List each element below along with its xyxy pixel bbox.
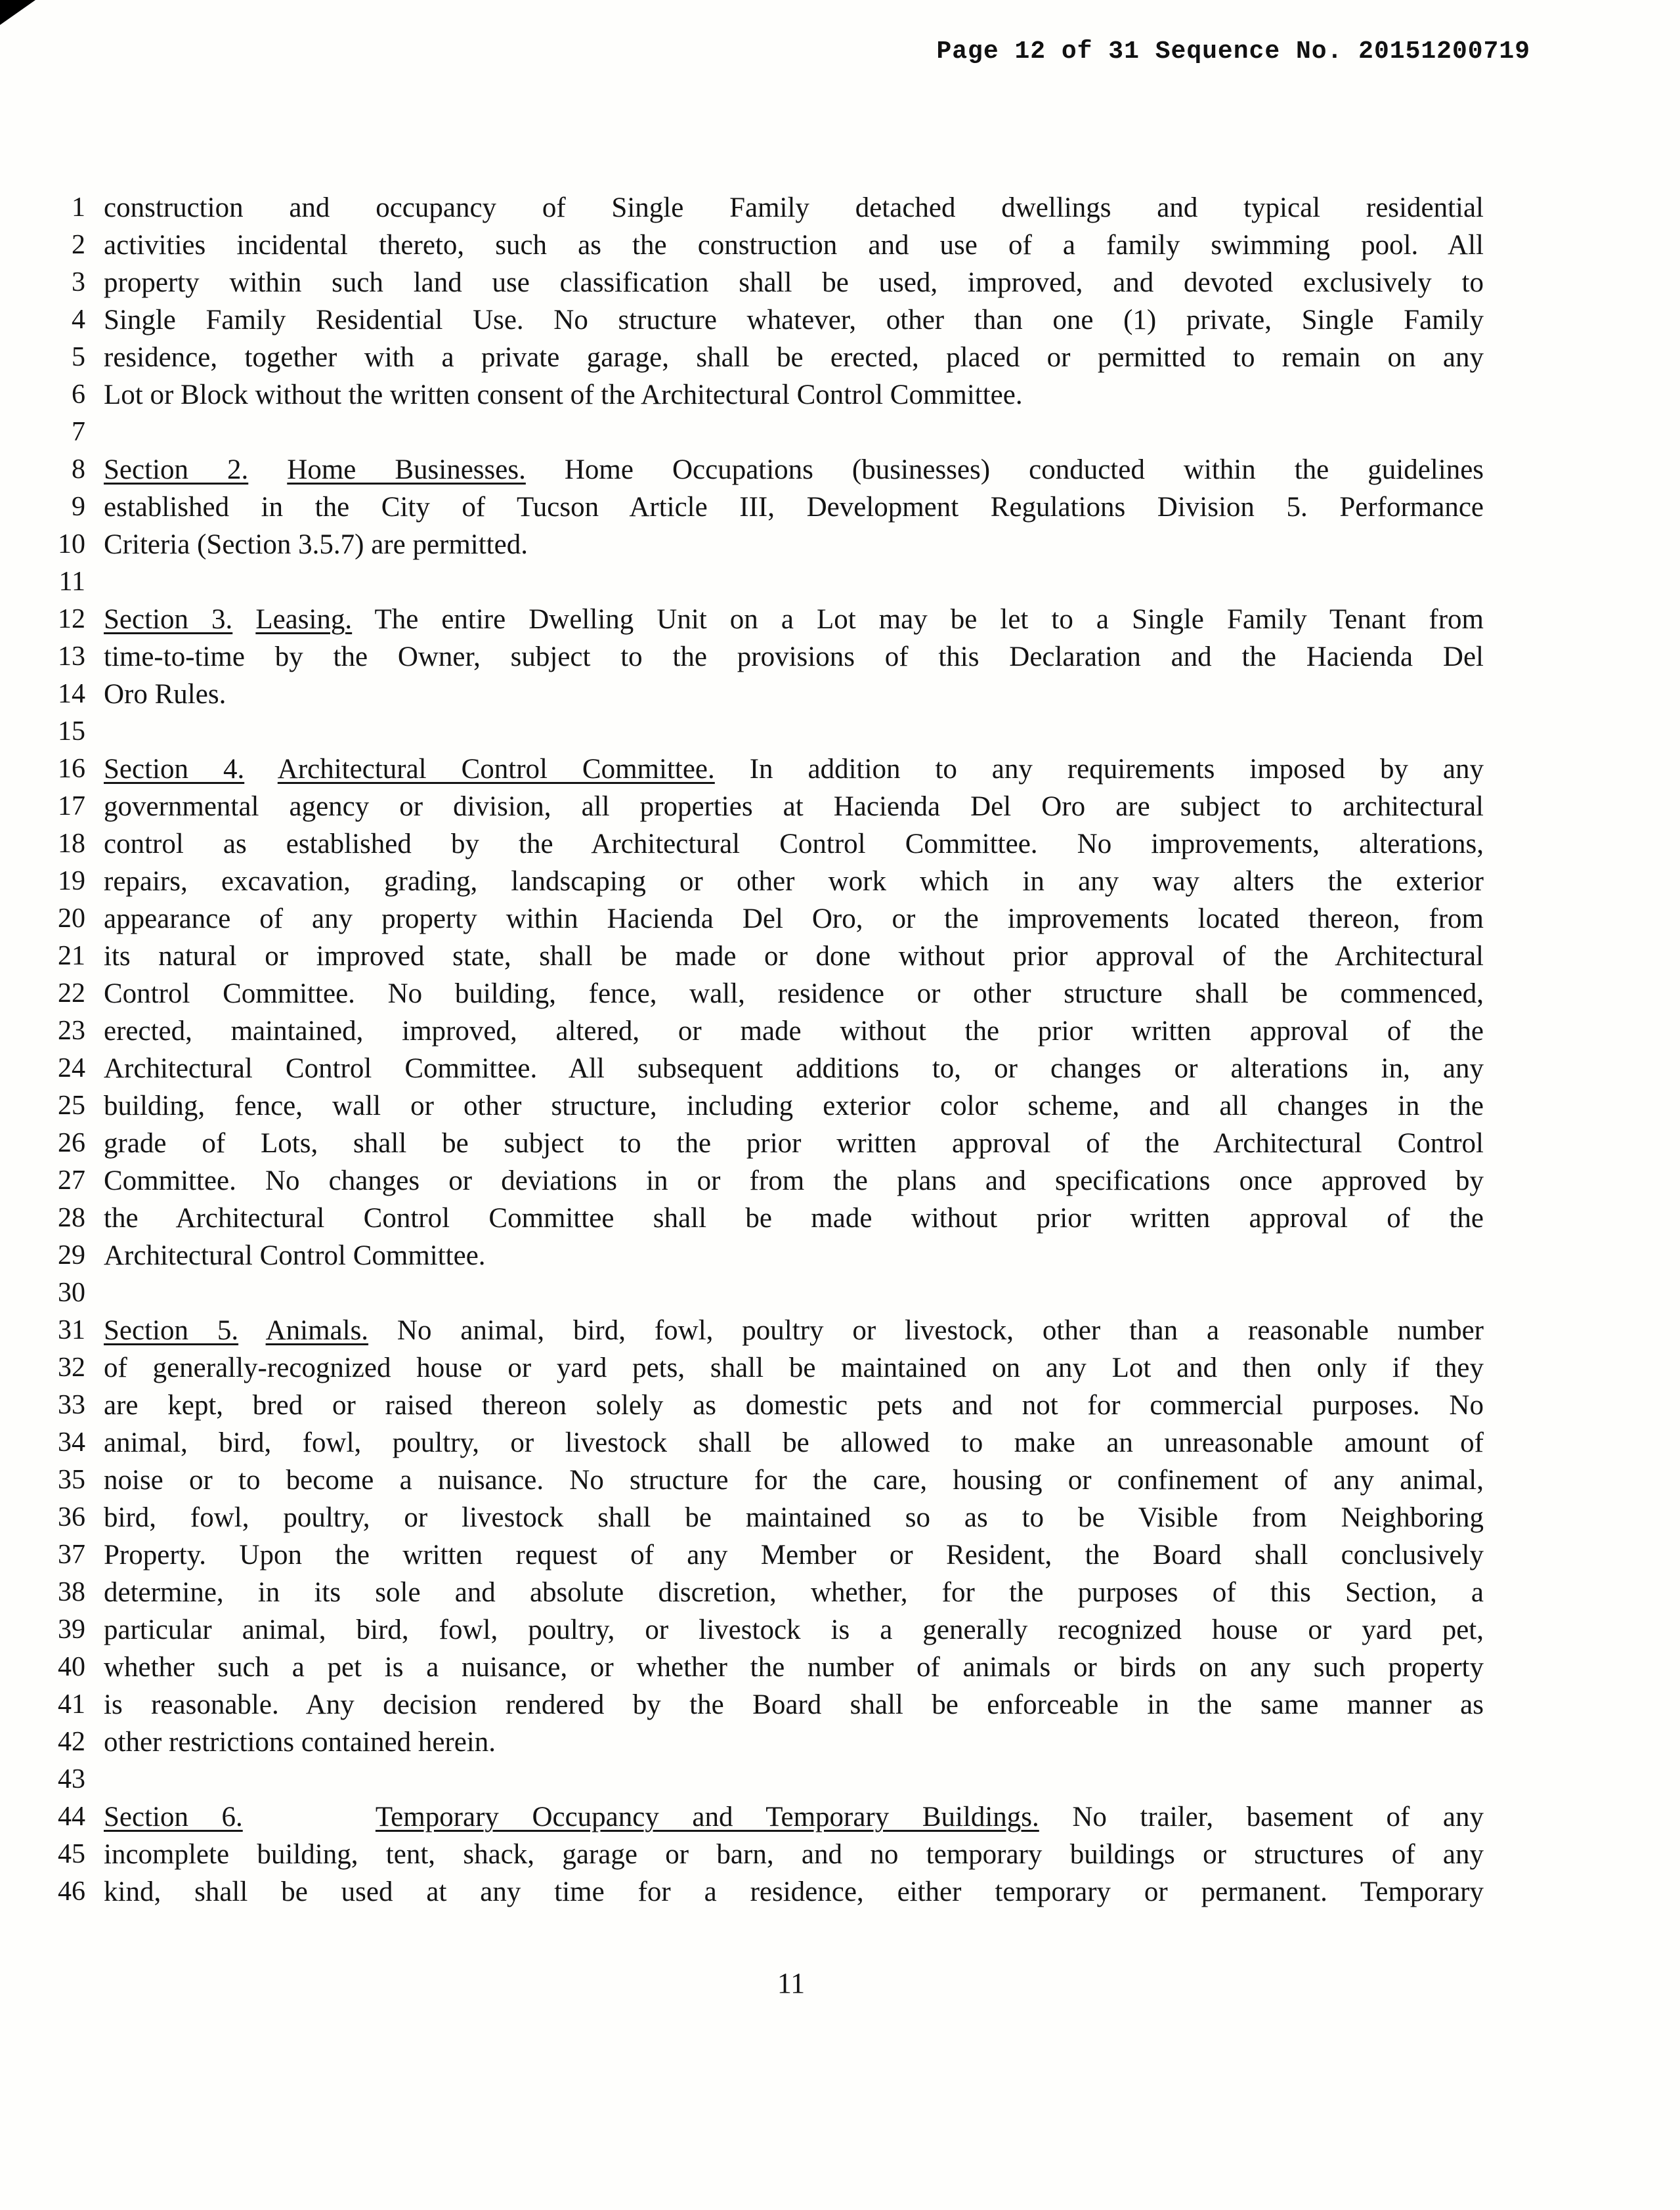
line-text xyxy=(104,1499,1484,1536)
document-line xyxy=(0,676,1680,713)
line-number: 25 xyxy=(58,1091,85,1121)
line-text xyxy=(104,676,1484,713)
line-number: 13 xyxy=(58,641,85,672)
text-segment: construction and occupancy of Single Family detached dwellings and typical residential xyxy=(104,192,1484,223)
text-segment: repairs, excavation, grading, landscaping or other work which in any way alters the exterior xyxy=(104,866,1484,897)
line-text xyxy=(104,189,1484,227)
line-number: 32 xyxy=(58,1353,85,1383)
line-text xyxy=(104,1312,1484,1349)
line-number: 28 xyxy=(58,1203,85,1233)
document-line xyxy=(0,1162,1680,1200)
line-number: 35 xyxy=(58,1465,85,1495)
line-text xyxy=(104,1012,1484,1050)
underlined-heading: Section 4. xyxy=(104,754,245,785)
text-segment: determine, in its sole and absolute discretion, whether, for the purposes of this Section, a xyxy=(104,1577,1484,1608)
text-segment xyxy=(248,454,287,485)
text-segment: No animal, bird, fowl, poultry or livestock, other than a reasonable number xyxy=(368,1315,1484,1346)
text-segment: are kept, bred or raised thereon solely as domestic pets and not for commercial purposes. No xyxy=(104,1390,1484,1421)
header-text: Page 12 of 31 Sequence No. 20151200719 xyxy=(936,37,1530,66)
line-text xyxy=(104,1125,1484,1162)
text-segment: governmental agency or division, all properties at Hacienda Del Oro are subject to architectural xyxy=(104,791,1484,822)
text-segment: Control Committee. No building, fence, wall, residence or other structure shall be commenced, xyxy=(104,978,1484,1009)
line-text xyxy=(104,713,1484,750)
line-text xyxy=(104,1349,1484,1387)
document-line xyxy=(0,1723,1680,1761)
underlined-heading: Temporary Occupancy and Temporary Buildings. xyxy=(375,1802,1039,1832)
line-number: 16 xyxy=(58,754,85,784)
line-number: 15 xyxy=(58,716,85,747)
line-text xyxy=(104,339,1484,376)
line-text xyxy=(104,938,1484,975)
text-segment: In addition to any requirements imposed by any xyxy=(714,754,1484,785)
line-number: 26 xyxy=(58,1128,85,1158)
line-text xyxy=(104,526,1484,563)
document-line xyxy=(0,1050,1680,1087)
line-text xyxy=(104,1462,1484,1499)
text-segment: is reasonable. Any decision rendered by the Board shall be enforceable in the same manner as xyxy=(104,1689,1484,1720)
line-number: 24 xyxy=(58,1053,85,1083)
line-number: 20 xyxy=(58,903,85,934)
text-segment: Committee. No changes or deviations in or from the plans and specifications once approved by xyxy=(104,1165,1484,1196)
document-lines xyxy=(0,189,1680,1911)
document-line xyxy=(0,526,1680,563)
line-number: 45 xyxy=(58,1839,85,1869)
text-segment: building, fence, wall or other structure, including exterior color scheme, and all changes in the xyxy=(104,1091,1484,1121)
line-number: 4 xyxy=(72,305,85,335)
document-line xyxy=(0,713,1680,750)
text-segment: property within such land use classification shall be used, improved, and devoted exclusively to xyxy=(104,267,1484,298)
document-line xyxy=(0,1200,1680,1237)
document-line xyxy=(0,1237,1680,1274)
underlined-heading: Home Businesses. xyxy=(287,454,526,485)
document-line xyxy=(0,863,1680,900)
line-number: 7 xyxy=(72,417,85,447)
document-line xyxy=(0,301,1680,339)
line-number: 17 xyxy=(58,791,85,821)
line-number: 19 xyxy=(58,866,85,896)
line-number: 41 xyxy=(58,1689,85,1720)
line-number: 33 xyxy=(58,1390,85,1420)
text-segment: its natural or improved state, shall be made or done without prior approval of the Architectural xyxy=(104,941,1484,972)
line-number: 8 xyxy=(72,454,85,485)
line-number: 39 xyxy=(58,1614,85,1645)
text-segment: Architectural Control Committee. All subsequent additions to, or changes or alterations in, any xyxy=(104,1053,1484,1084)
text-segment: grade of Lots, shall be subject to the prior written approval of the Architectural Control xyxy=(104,1128,1484,1159)
document-line xyxy=(0,1649,1680,1686)
line-text xyxy=(104,1836,1484,1873)
line-text xyxy=(104,1274,1484,1312)
line-number: 2 xyxy=(72,230,85,260)
document-line xyxy=(0,264,1680,301)
line-number: 21 xyxy=(58,941,85,971)
line-text xyxy=(104,1649,1484,1686)
document-line xyxy=(0,825,1680,863)
line-text xyxy=(104,1536,1484,1574)
document-line xyxy=(0,227,1680,264)
line-text xyxy=(104,563,1484,601)
document-line xyxy=(0,339,1680,376)
text-segment: time-to-time by the Owner, subject to the provisions of this Declaration and the Hacienda Del xyxy=(104,641,1484,672)
document-line xyxy=(0,451,1680,488)
page-header xyxy=(874,9,1530,94)
line-number: 27 xyxy=(58,1165,85,1196)
line-text xyxy=(104,788,1484,825)
line-text xyxy=(104,1723,1484,1761)
line-text xyxy=(104,451,1484,488)
line-number: 5 xyxy=(72,342,85,372)
line-text xyxy=(104,1873,1484,1911)
document-line xyxy=(0,488,1680,526)
text-segment: Criteria (Section 3.5.7) are permitted. xyxy=(104,529,528,560)
line-text xyxy=(104,376,1484,414)
line-number: 10 xyxy=(58,529,85,559)
document-line xyxy=(0,189,1680,227)
line-text xyxy=(104,900,1484,938)
line-text xyxy=(104,1237,1484,1274)
line-number: 38 xyxy=(58,1577,85,1607)
underlined-heading: Section 6. xyxy=(104,1802,243,1832)
line-text xyxy=(104,264,1484,301)
text-segment: other restrictions contained herein. xyxy=(104,1727,496,1758)
line-text xyxy=(104,414,1484,451)
line-number: 42 xyxy=(58,1727,85,1757)
line-number: 44 xyxy=(58,1802,85,1832)
line-number: 3 xyxy=(72,267,85,297)
text-segment xyxy=(238,1315,266,1346)
line-number: 31 xyxy=(58,1315,85,1345)
line-number: 23 xyxy=(58,1016,85,1046)
line-number: 1 xyxy=(72,192,85,223)
line-number: 9 xyxy=(72,492,85,522)
text-segment: The entire Dwelling Unit on a Lot may be let to a Single Family Tenant from xyxy=(352,604,1484,635)
line-number: 12 xyxy=(58,604,85,634)
text-segment xyxy=(243,1802,376,1832)
line-text xyxy=(104,488,1484,526)
text-segment: No trailer, basement of any xyxy=(1039,1802,1484,1832)
text-segment: particular animal, bird, fowl, poultry, or livestock is a generally recognized house or yard pet, xyxy=(104,1614,1484,1645)
document-line xyxy=(0,1499,1680,1536)
document-line xyxy=(0,900,1680,938)
text-segment: control as established by the Architectural Control Committee. No improvements, alterations, xyxy=(104,829,1484,859)
document-line xyxy=(0,1798,1680,1836)
line-number: 40 xyxy=(58,1652,85,1682)
document-line xyxy=(0,1686,1680,1723)
page-number: 11 xyxy=(777,1967,806,1999)
underlined-heading: Architectural Control Committee. xyxy=(277,754,715,785)
underlined-heading: Section 2. xyxy=(104,454,249,485)
document-line xyxy=(0,1387,1680,1424)
document-line xyxy=(0,1462,1680,1499)
document-line xyxy=(0,1873,1680,1911)
text-segment: Property. Upon the written request of any Member or Resident, the Board shall conclusively xyxy=(104,1540,1484,1571)
document-line xyxy=(0,1274,1680,1312)
line-text xyxy=(104,863,1484,900)
underlined-heading: Section 3. xyxy=(104,604,233,635)
document-line xyxy=(0,750,1680,788)
scan-corner-artifact xyxy=(0,0,35,25)
page-footer xyxy=(0,1966,1582,2000)
text-segment: the Architectural Control Committee shall be made without prior written approval of the xyxy=(104,1203,1484,1234)
document-line xyxy=(0,1012,1680,1050)
line-number: 37 xyxy=(58,1540,85,1570)
line-number: 30 xyxy=(58,1278,85,1308)
document-line xyxy=(0,975,1680,1012)
document-line xyxy=(0,1125,1680,1162)
line-text xyxy=(104,1050,1484,1087)
text-segment: noise or to become a nuisance. No structure for the care, housing or confinement of any animal, xyxy=(104,1465,1484,1496)
text-segment: appearance of any property within Hacienda Del Oro, or the improvements located thereon, from xyxy=(104,903,1484,934)
line-text xyxy=(104,1087,1484,1125)
text-segment: residence, together with a private garage, shall be erected, placed or permitted to remain on any xyxy=(104,342,1484,373)
line-text xyxy=(104,1798,1484,1836)
text-segment: Oro Rules. xyxy=(104,679,226,710)
line-number: 29 xyxy=(58,1240,85,1270)
document-line xyxy=(0,563,1680,601)
line-number: 46 xyxy=(58,1876,85,1907)
line-text xyxy=(104,1162,1484,1200)
text-segment: kind, shall be used at any time for a residence, either temporary or permanent. Temporary xyxy=(104,1876,1484,1907)
document-line xyxy=(0,1536,1680,1574)
line-text xyxy=(104,1611,1484,1649)
line-text xyxy=(104,1424,1484,1462)
line-text xyxy=(104,301,1484,339)
line-text xyxy=(104,1574,1484,1611)
text-segment: bird, fowl, poultry, or livestock shall be maintained so as to be Visible from Neighboring xyxy=(104,1502,1484,1533)
line-text xyxy=(104,825,1484,863)
line-text xyxy=(104,1200,1484,1237)
text-segment xyxy=(232,604,255,635)
text-segment: Architectural Control Committee. xyxy=(104,1240,486,1271)
document-line xyxy=(0,1349,1680,1387)
line-number: 34 xyxy=(58,1427,85,1458)
text-segment: incomplete building, tent, shack, garage or barn, and no temporary buildings or structures of any xyxy=(104,1839,1484,1870)
document-line xyxy=(0,1836,1680,1873)
line-text xyxy=(104,1686,1484,1723)
document-line xyxy=(0,638,1680,676)
document-line xyxy=(0,1574,1680,1611)
document-line xyxy=(0,788,1680,825)
line-text xyxy=(104,1387,1484,1424)
line-text xyxy=(104,638,1484,676)
text-segment: Home Occupations (businesses) conducted within the guidelines xyxy=(525,454,1484,485)
document-line xyxy=(0,938,1680,975)
document-line xyxy=(0,376,1680,414)
line-number: 18 xyxy=(58,829,85,859)
text-segment: established in the City of Tucson Article III, Development Regulations Division 5. Performance xyxy=(104,492,1484,523)
line-text xyxy=(104,227,1484,264)
text-segment: animal, bird, fowl, poultry, or livestock shall be allowed to make an unreasonable amount of xyxy=(104,1427,1484,1458)
line-number: 22 xyxy=(58,978,85,1008)
text-segment: erected, maintained, improved, altered, or made without the prior written approval of the xyxy=(104,1016,1484,1047)
line-text xyxy=(104,1761,1484,1798)
text-segment: whether such a pet is a nuisance, or whether the number of animals or birds on any such property xyxy=(104,1652,1484,1683)
line-number: 43 xyxy=(58,1764,85,1794)
document-line xyxy=(0,1312,1680,1349)
document-line xyxy=(0,1087,1680,1125)
document-line xyxy=(0,1424,1680,1462)
line-number: 14 xyxy=(58,679,85,709)
line-text xyxy=(104,601,1484,638)
document-line xyxy=(0,601,1680,638)
text-segment: activities incidental thereto, such as the construction and use of a family swimming pool. All xyxy=(104,230,1484,261)
text-segment: Single Family Residential Use. No structure whatever, other than one (1) private, Single Family xyxy=(104,305,1484,336)
underlined-heading: Section 5. xyxy=(104,1315,239,1346)
underlined-heading: Animals. xyxy=(265,1315,369,1346)
document-line xyxy=(0,414,1680,451)
document-line xyxy=(0,1761,1680,1798)
line-number: 6 xyxy=(72,379,85,410)
text-segment xyxy=(244,754,278,785)
text-segment: Lot or Block without the written consent of the Architectural Control Committee. xyxy=(104,379,1023,410)
underlined-heading: Leasing. xyxy=(255,604,353,635)
line-number: 36 xyxy=(58,1502,85,1532)
document-line xyxy=(0,1611,1680,1649)
line-number: 11 xyxy=(58,567,85,597)
line-text xyxy=(104,975,1484,1012)
text-segment: of generally-recognized house or yard pets, shall be maintained on any Lot and then only if they xyxy=(104,1353,1484,1383)
line-text xyxy=(104,750,1484,788)
